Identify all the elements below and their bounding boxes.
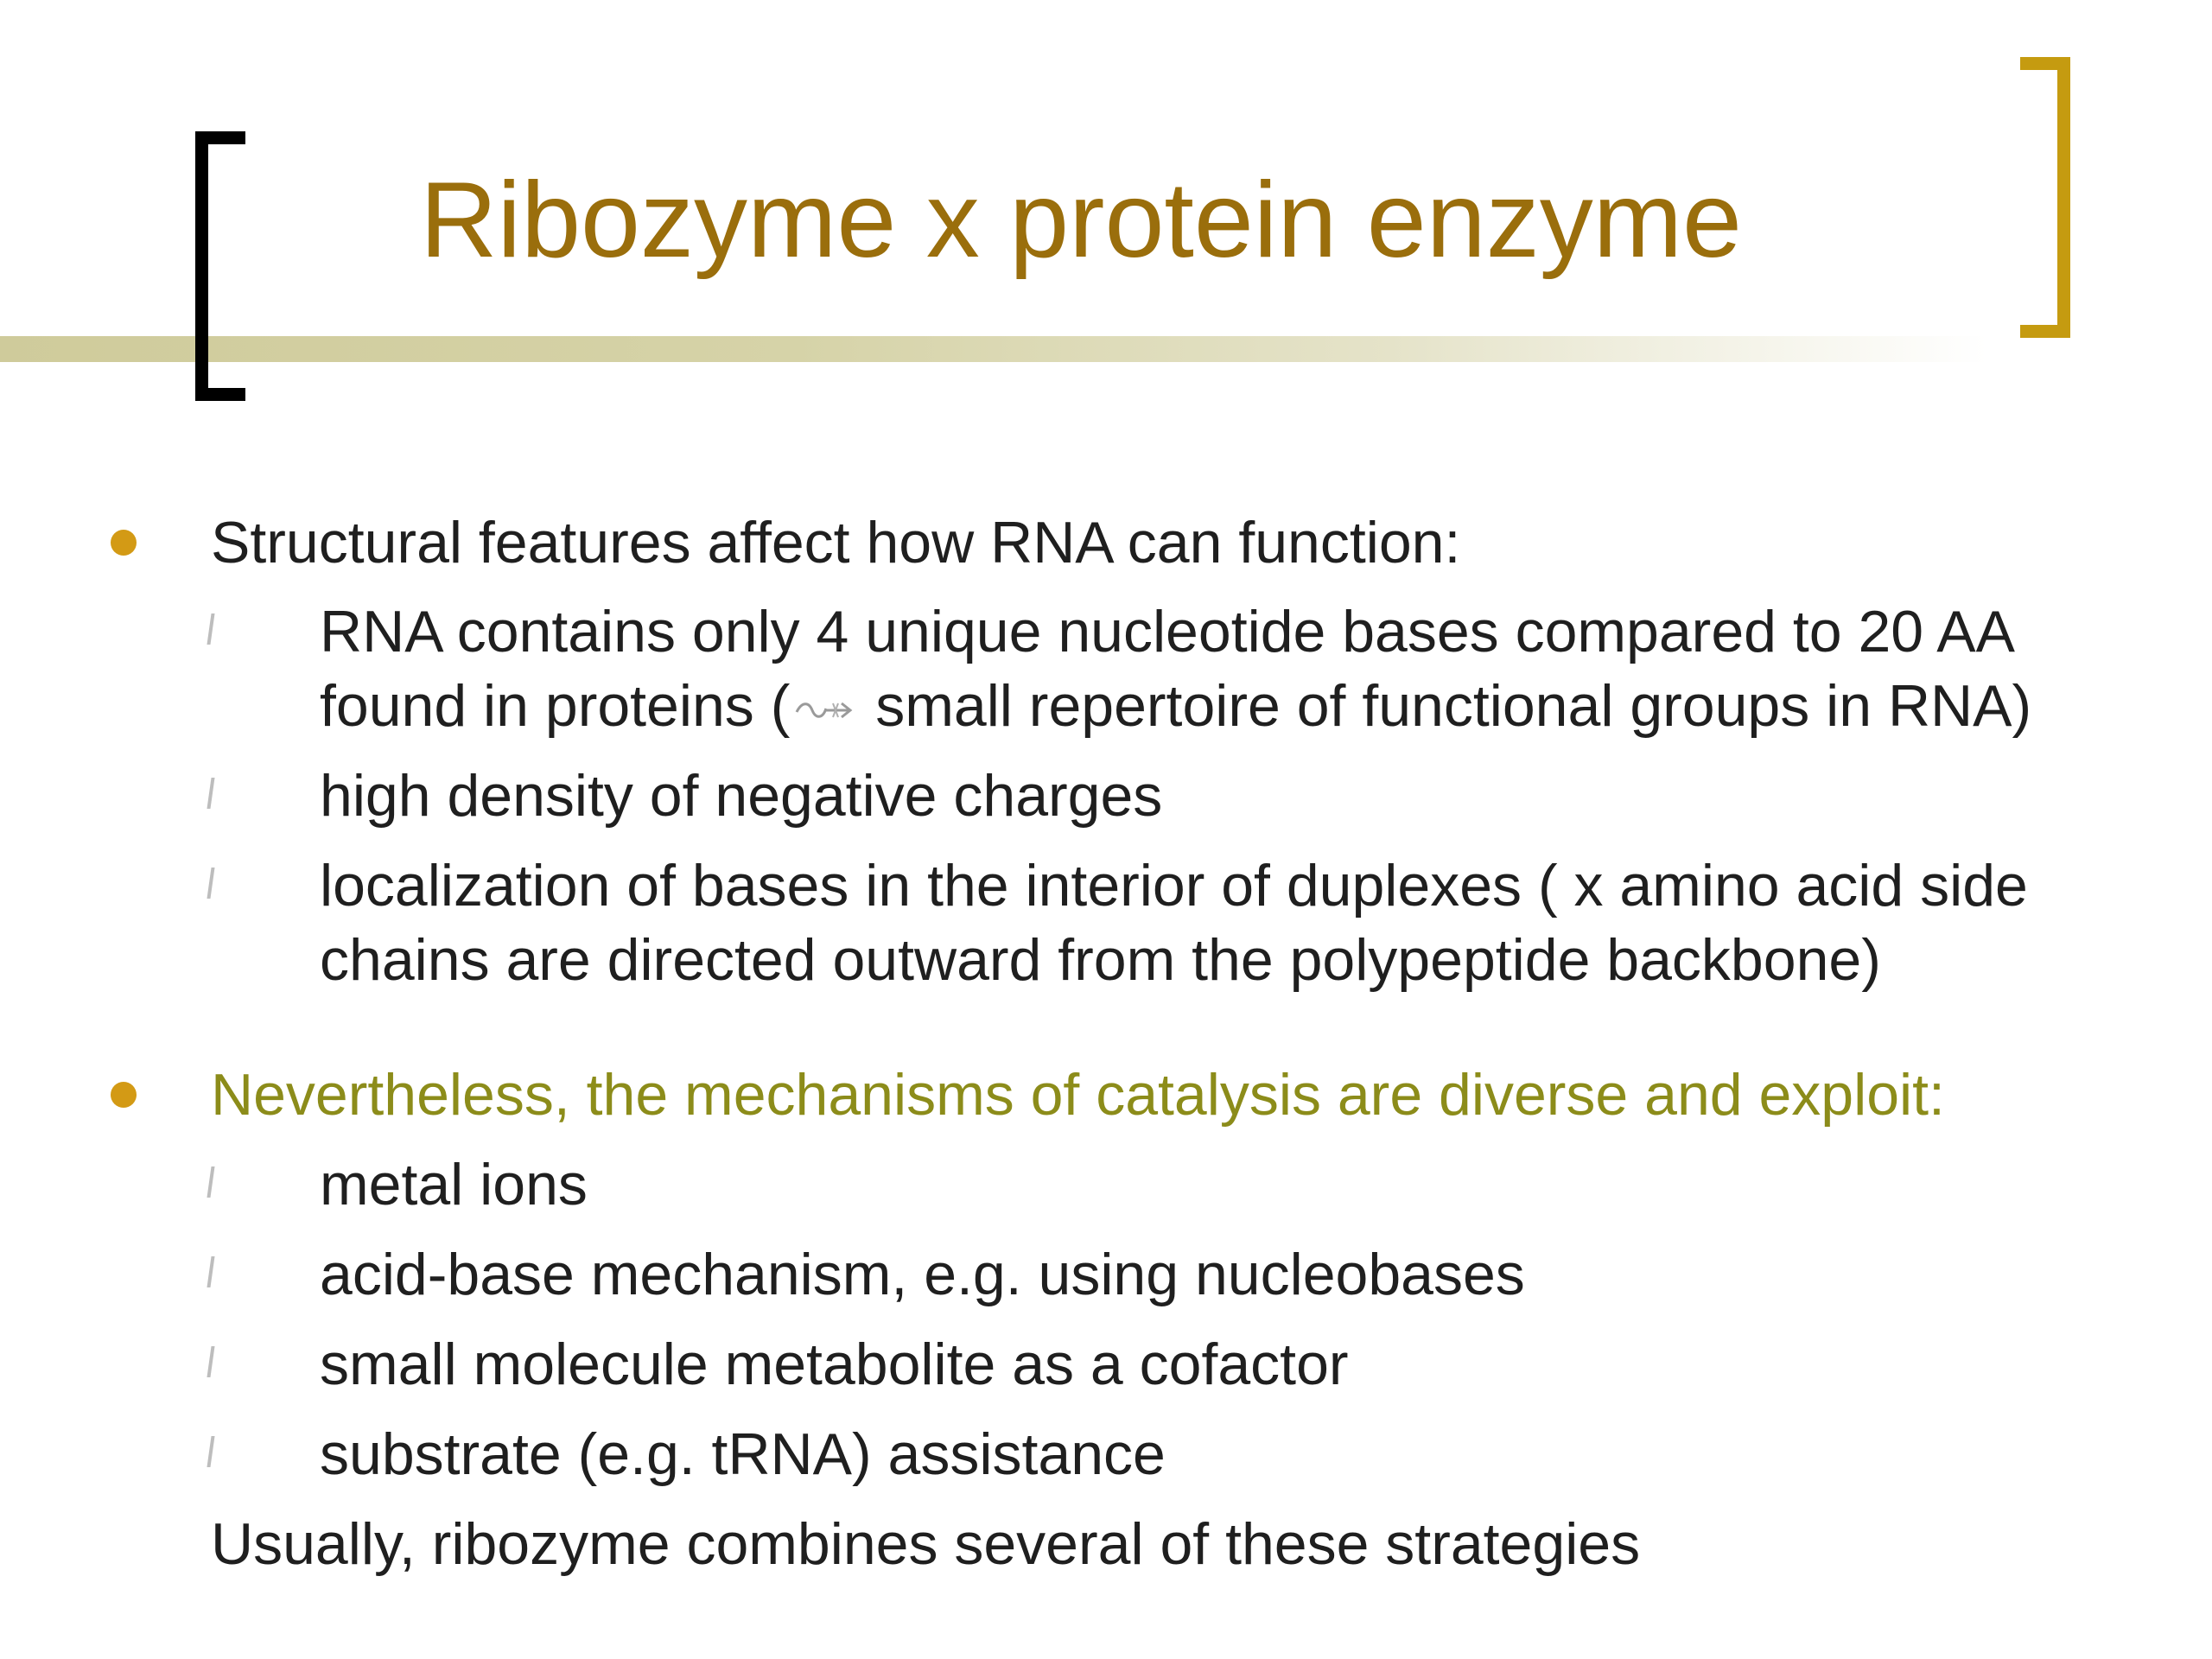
sub-bullet-marker bbox=[207, 613, 214, 645]
sub-bullet-text-part: small repertoire of functional groups in RNA) bbox=[859, 673, 2032, 739]
bullet-text: Nevertheless, the mechanisms of catalysis are diverse and exploit: bbox=[211, 1062, 1945, 1128]
closing-text: Usually, ribozyme combines several of these strategies bbox=[211, 1511, 1641, 1577]
right-bracket-decoration bbox=[2020, 57, 2070, 338]
sub-bullet-marker bbox=[207, 778, 214, 809]
sub-bullet-text: metal ions bbox=[320, 1152, 588, 1217]
sub-bullet-text-part: found in proteins ( bbox=[320, 673, 791, 739]
bullet-dot bbox=[111, 530, 137, 556]
sub-bullet-text: substrate (e.g. tRNA) assistance bbox=[320, 1421, 1166, 1487]
sub-bullet-marker bbox=[207, 1346, 214, 1377]
sub-bullet-marker bbox=[207, 1166, 214, 1198]
arrow-glyph-icon bbox=[793, 693, 854, 728]
slide-title: Ribozyme x protein enzyme bbox=[420, 161, 1742, 280]
sub-bullet-text-continued: chains are directed outward from the polypeptide backbone) bbox=[320, 927, 1881, 993]
sub-bullet-text: acid-base mechanism, e.g. using nucleobases bbox=[320, 1242, 1525, 1307]
sub-bullet-text-continued bbox=[320, 669, 2031, 743]
sub-bullet-text: high density of negative charges bbox=[320, 763, 1163, 829]
sub-bullet-text: RNA contains only 4 unique nucleotide bases compared to 20 AA bbox=[320, 599, 2015, 664]
sub-bullet-text: localization of bases in the interior of duplexes ( x amino acid side bbox=[320, 853, 2028, 918]
sub-bullet-marker bbox=[207, 1436, 214, 1467]
bullet-dot bbox=[111, 1082, 137, 1108]
sub-bullet-text: small molecule metabolite as a cofactor bbox=[320, 1332, 1349, 1397]
title-underline-rule bbox=[0, 336, 1987, 362]
left-bracket-decoration bbox=[195, 131, 245, 401]
bullet-text: Structural features affect how RNA can function: bbox=[211, 510, 1461, 575]
sub-bullet-marker bbox=[207, 868, 214, 899]
sub-bullet-marker bbox=[207, 1256, 214, 1287]
